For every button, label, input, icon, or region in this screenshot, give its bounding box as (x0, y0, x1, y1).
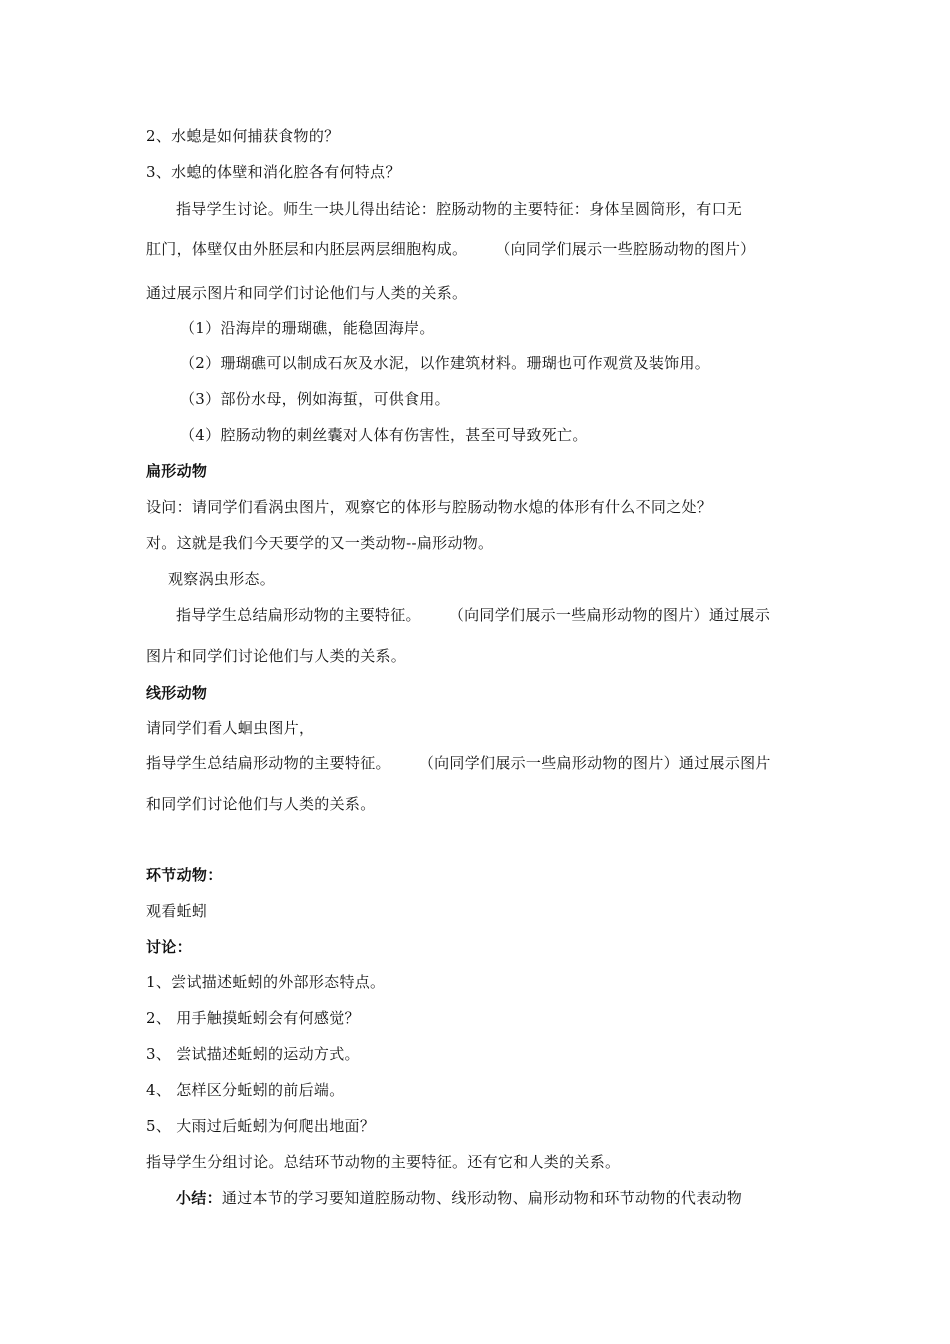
discussion-conclusion-text: 肛门，体壁仅由外胚层和内胚层两层细胞构成。 (146, 240, 468, 258)
discussion-item-1: 1、尝试描述蚯蚓的外部形态特点。 (146, 973, 386, 991)
flatworm-guide-text: 指导学生总结扁形动物的主要特征。 (176, 606, 421, 624)
discussion-item-3: 3、 尝试描述蚯蚓的运动方式。 (146, 1045, 360, 1063)
roundworm-guide-text: 指导学生总结扁形动物的主要特征。 (146, 754, 391, 772)
roundworm-show-pictures-note: （向同学们展示一些扁形动物的图片）通过展示图片 (418, 754, 771, 772)
roundworm-paragraph-line-1 (146, 753, 771, 773)
discussion-heading: 讨论： (146, 938, 192, 956)
summary-label: 小结： (176, 1189, 222, 1207)
summary-text: 通过本节的学习要知道腔肠动物、线形动物、扁形动物和环节动物的代表动物 (221, 1189, 743, 1207)
question-2: 2、水螅是如何捕获食物的？ (146, 127, 340, 145)
list-item-1: （1）沿海岸的珊瑚礁，能稳固海岸。 (180, 319, 435, 337)
discussion-paragraph-line-3: 通过展示图片和同学们讨论他们与人类的关系。 (146, 284, 468, 302)
section-heading-flatworms: 扁形动物 (146, 462, 208, 480)
roundworm-prompt: 请同学们看人蛔虫图片， (146, 719, 315, 737)
flatworm-show-pictures-note: （向同学们展示一些扁形动物的图片）通过展示 (448, 606, 771, 624)
list-item-3: （3）部份水母，例如海蜇，可供食用。 (180, 390, 450, 408)
annelid-guide: 指导学生分组讨论。总结环节动物的主要特征。还有它和人类的关系。 (146, 1153, 621, 1171)
question-3: 3、水螅的体壁和消化腔各有何特点？ (146, 163, 401, 181)
list-item-2: （2）珊瑚礁可以制成石灰及水泥，以作建筑材料。珊瑚也可作观赏及装饰用。 (180, 354, 711, 372)
annelid-observe: 观看蚯蚓 (146, 902, 208, 920)
discussion-item-5: 5、 大雨过后蚯蚓为何爬出地面？ (146, 1117, 376, 1135)
list-item-4: （4）腔肠动物的刺丝囊对人体有伤害性，甚至可导致死亡。 (180, 426, 588, 444)
summary-line (176, 1188, 742, 1208)
show-pictures-note: （向同学们展示一些腔肠动物的图片） (495, 240, 756, 258)
discussion-item-4: 4、 怎样区分蚯蚓的前后端。 (146, 1081, 345, 1099)
section-heading-annelids: 环节动物： (146, 866, 223, 884)
discussion-item-2: 2、 用手触摸蚯蚓会有何感觉？ (146, 1009, 360, 1027)
flatworm-paragraph-line-2: 图片和同学们讨论他们与人类的关系。 (146, 647, 407, 665)
discussion-paragraph-line-1: 指导学生讨论。师生一块儿得出结论：腔肠动物的主要特征：身体呈圆筒形，有口无 (176, 200, 743, 218)
flatworm-answer: 对。这就是我们今天要学的又一类动物--扁形动物。 (146, 534, 494, 552)
roundworm-paragraph-line-2: 和同学们讨论他们与人类的关系。 (146, 795, 376, 813)
flatworm-observe: 观察涡虫形态。 (168, 570, 276, 588)
flatworm-paragraph-line-1 (176, 605, 770, 625)
section-heading-roundworms: 线形动物 (146, 684, 208, 702)
discussion-paragraph-line-2 (146, 239, 755, 259)
flatworm-question: 设问：请同学们看涡虫图片，观察它的体形与腔肠动物水熄的体形有什么不同之处？ (146, 498, 713, 516)
